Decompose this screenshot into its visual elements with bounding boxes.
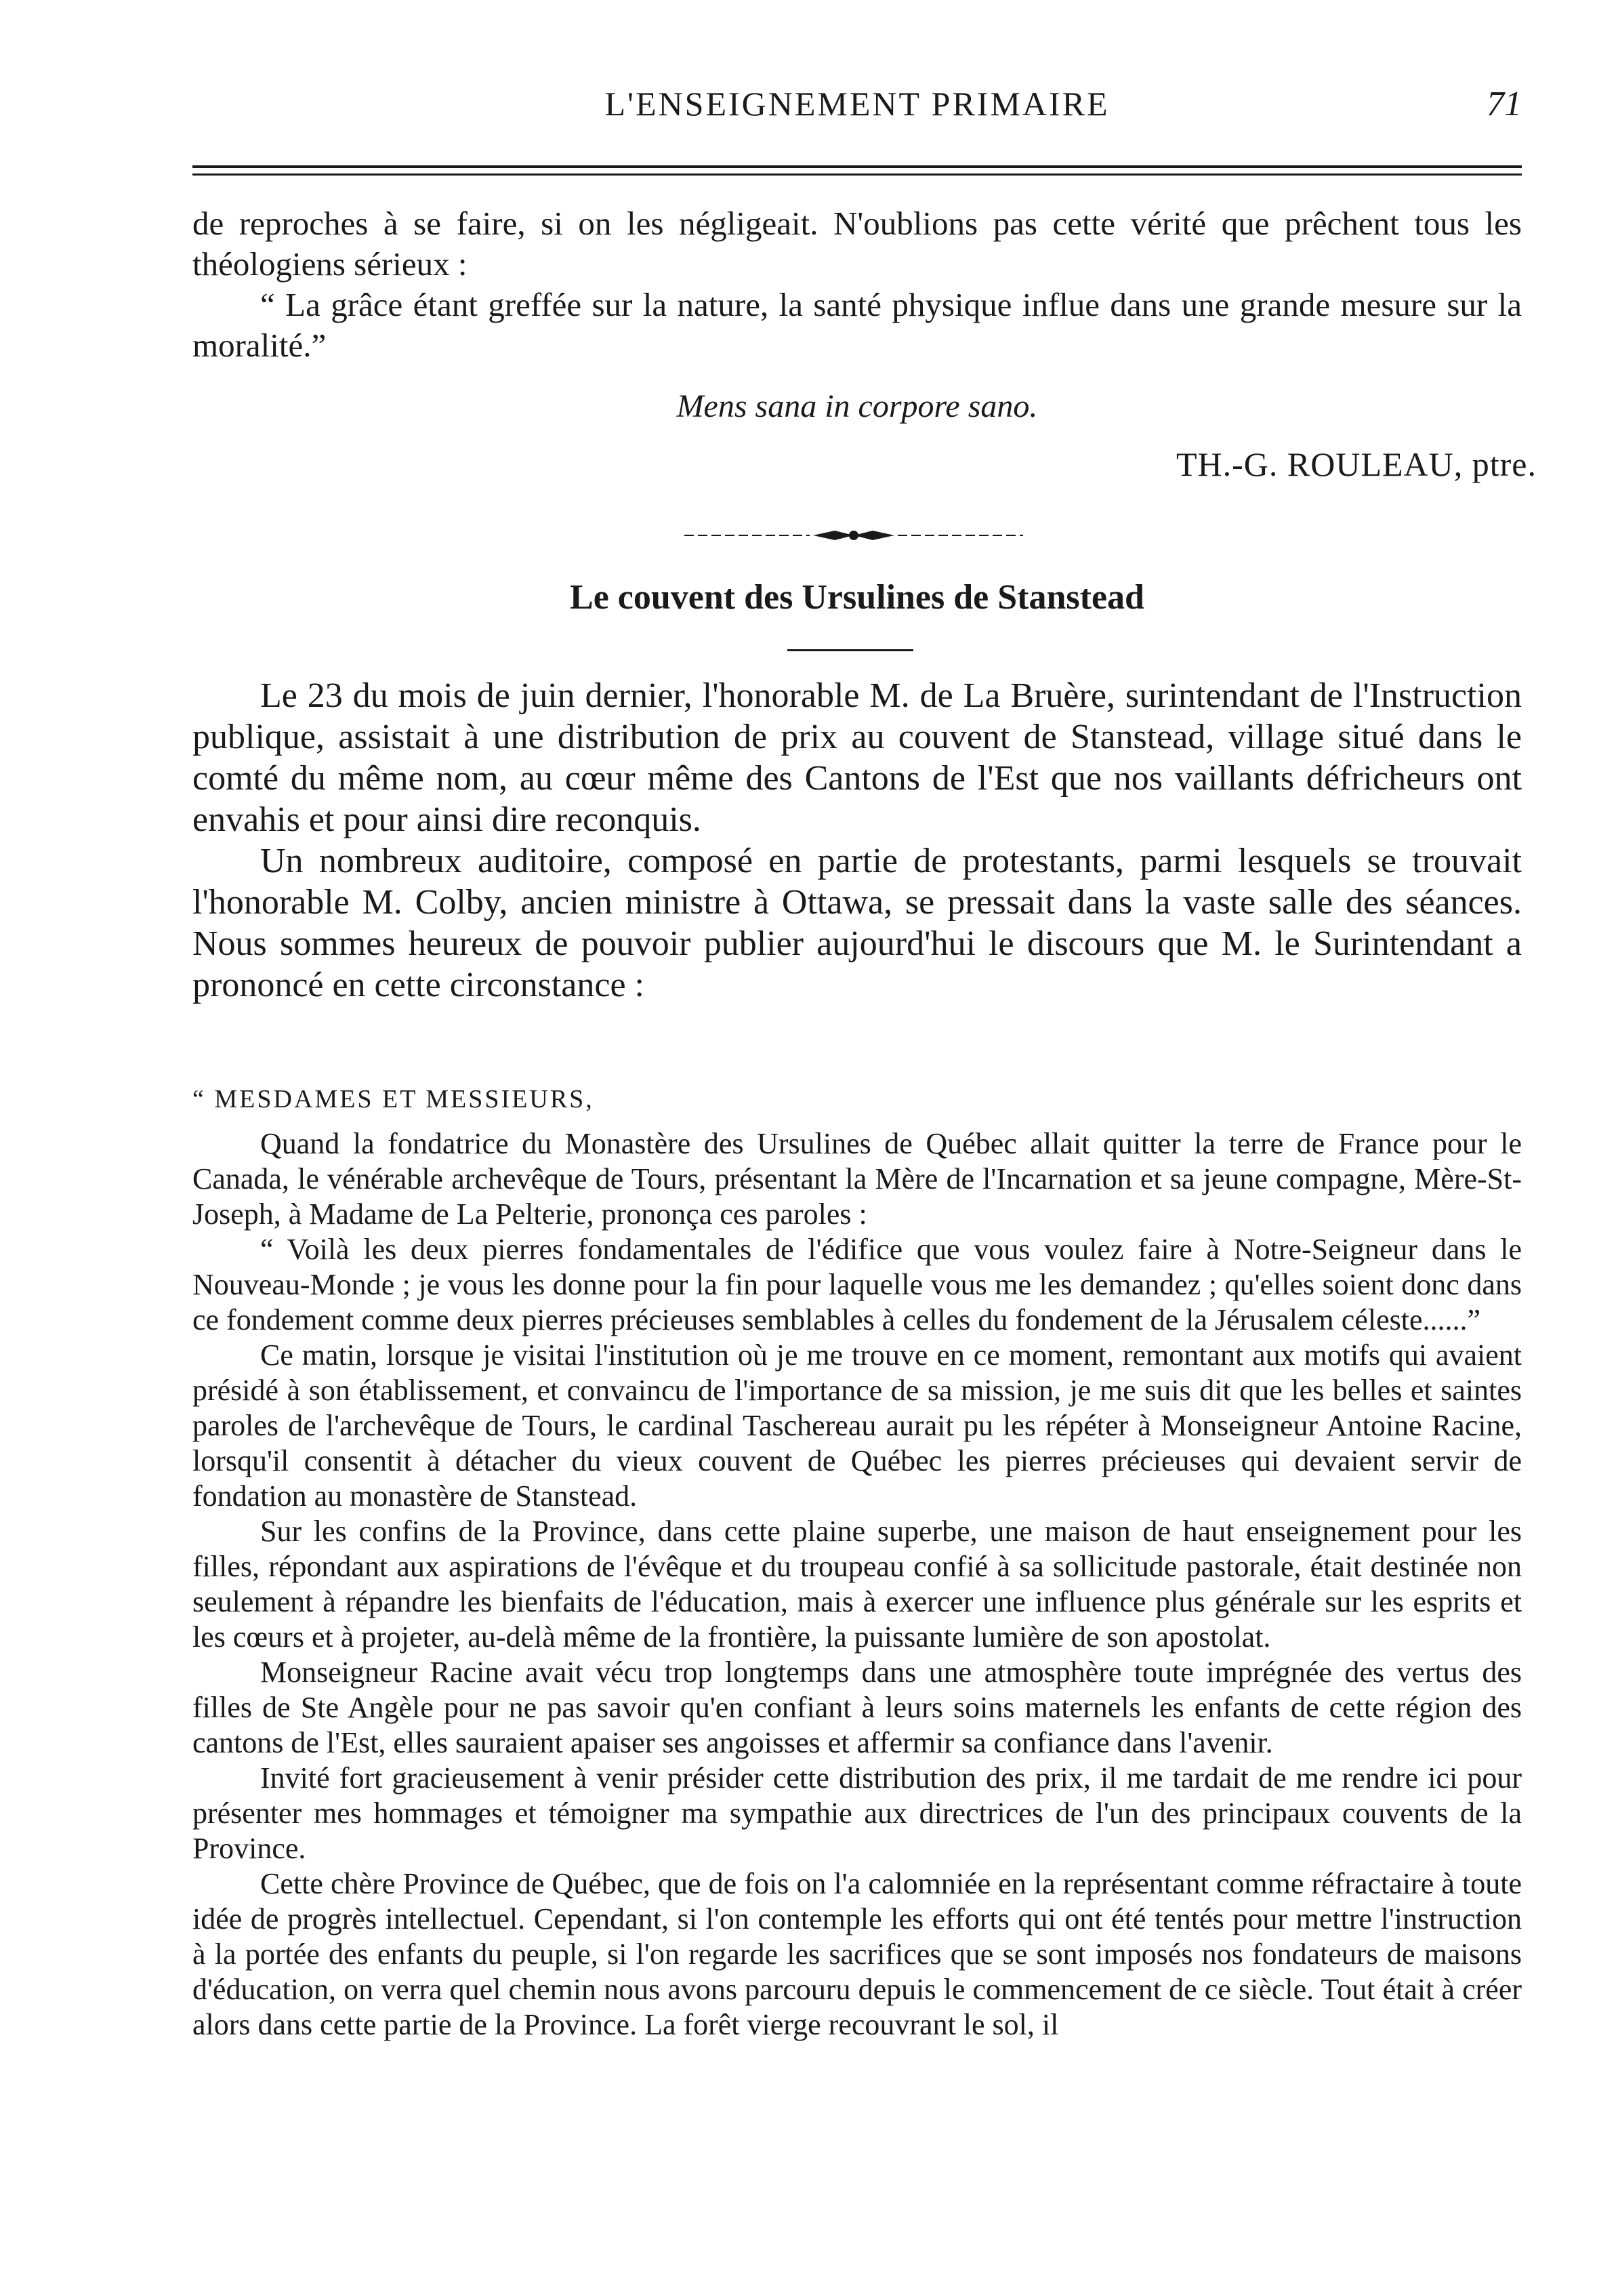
- article-title: Le couvent des Ursulines de Stanstead: [570, 578, 1144, 617]
- closing-quote: “ La grâce étant greffée sur la nature, la santé physique influe dans une grande mesure sur la moralité.”: [192, 286, 1522, 364]
- ornament-divider: [678, 527, 1030, 544]
- speech-salutation: “ MESDAMES ET MESSIEURS,: [192, 1085, 594, 1113]
- intro-paragraph-1: Le 23 du mois de juin dernier, l'honorable M. de La Bruère, surintendant de l'Instruction publique, assistait à une distribution de prix au couvent de Stanstead, village situé dans le comté du même nom, au cœur même des Cantons de l'Est que nos vaillants défricheurs ont envahis et pour ainsi dire reconquis.: [192, 676, 1522, 839]
- speech-paragraph-1: Quand la fondatrice du Monastère des Ursulines de Québec allait quitter la terre de France pour le Canada, le vénérable archevêque de Tours, présentant la Mère de l'Incarnation et sa jeune compagne, Mère-St-Joseph, à Madame de La Pelterie, prononça ces paroles :: [192, 1127, 1522, 1231]
- author-signature: TH.-G. ROULEAU, ptre.: [1176, 445, 1537, 483]
- speech-paragraph-2: “ Voilà les deux pierres fondamentales de l'édifice que vous voulez faire à Notre-Seigneur dans le Nouveau-Monde ; je vous les donne pour la fin pour laquelle vous me les demandez ; qu'elles soient donc dans ce fondement comme deux pierres précieuses semblables à celles du fondement de la Jérusalem céleste......”: [192, 1233, 1522, 1336]
- speech-paragraph-6: Invité fort gracieusement à venir présider cette distribution des prix, il me tardait de me rendre ici pour présenter mes hommages et témoigner ma sympathie aux directrices de l'un des principaux couvents de la Province.: [192, 1761, 1522, 1865]
- speech-paragraph-4: Sur les confins de la Province, dans cette plaine superbe, une maison de haut enseignement pour les filles, répondant aux aspirations de l'évêque et du troupeau confié à sa sollicitude pastorale, était destinée non seulement à répandre les bienfaits de l'éducation, mais à exercer une influence plus générale sur les esprits et les cœurs et à projeter, au-delà même de la frontière, la puissante lumière de son apostolat.: [192, 1515, 1522, 1654]
- speech-paragraph-3: Ce matin, lorsque je visitai l'institution où je me trouve en ce moment, remontant aux motifs qui avaient présidé à son établissement, et convaincu de l'importance de sa mission, je me suis dit que les belles et saintes paroles de l'archevêque de Tours, le cardinal Taschereau aurait pu les répéter à Monseigneur Antoine Racine, lorsqu'il consentit à détacher du vieux couvent de Québec les pierres précieuses qui devaient servir de fondation au monastère de Stanstead.: [192, 1338, 1522, 1513]
- intro-paragraph-2: Un nombreux auditoire, composé en partie de protestants, parmi lesquels se trouvait l'honorable M. Colby, ancien ministre à Ottawa, se pressait dans la vaste salle des séances. Nous sommes heureux de pouvoir publier aujourd'hui le discours que M. le Surintendant a prononcé en cette circonstance :: [192, 842, 1522, 1004]
- speech-paragraph-5: Monseigneur Racine avait vécu trop longtemps dans une atmosphère toute imprégnée des vertus des filles de Ste Angèle pour ne pas savoir qu'en confiant à leurs soins maternels les enfants de cette région des cantons de l'Est, elles sauraient apaiser ses angoisses et affermir sa confiance dans l'avenir.: [192, 1656, 1522, 1759]
- latin-motto: Mens sana in corpore sano.: [676, 388, 1038, 424]
- article-intro: [192, 675, 1522, 1006]
- speech-body: [192, 1082, 1522, 2043]
- running-title: L'ENSEIGNEMENT PRIMAIRE: [604, 85, 1110, 123]
- title-underline: [787, 649, 913, 651]
- closing-paragraphs: [192, 203, 1522, 366]
- header-rule-bottom: [192, 173, 1522, 176]
- speech-paragraph-7: Cette chère Province de Québec, que de fois on l'a calomniée en la représentant comme réfractaire à toute idée de progrès intellectuel. Cependant, si l'on contemple les efforts qui ont été tentés pour mettre l'instruction à la portée des enfants du peuple, si l'on regarde les sacrifices que se sont imposés nos fondateurs de maisons d'éducation, on verra quel chemin nous avons parcouru depuis le commencement de ce siècle. Tout était à créer alors dans cette partie de la Province. La forêt vierge recouvrant le sol, il: [192, 1867, 1522, 2041]
- page-header: [192, 80, 1522, 127]
- header-rule-top: [192, 165, 1522, 168]
- page-number: 71: [1487, 85, 1522, 123]
- closing-paragraph-1: de reproches à se faire, si on les négligeait. N'oublions pas cette vérité que prêchent tous les théologiens sérieux :: [192, 205, 1522, 283]
